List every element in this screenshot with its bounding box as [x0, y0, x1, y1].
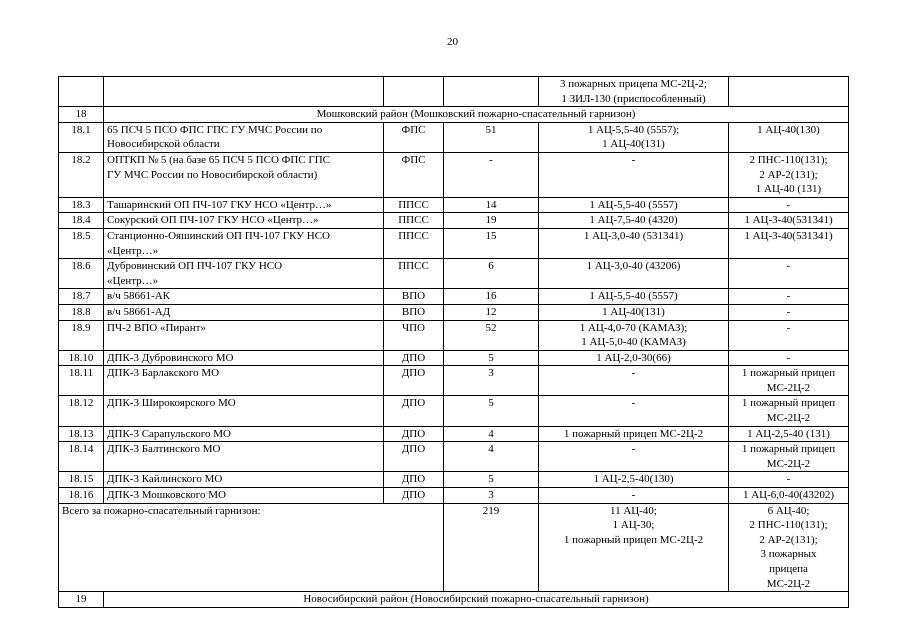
cell-num: 18.11	[59, 366, 104, 396]
table-row	[59, 122, 849, 152]
cell-reserve-equipment: -	[729, 197, 849, 213]
cell-name: 65 ПСЧ 5 ПСО ФПС ГПС ГУ МЧС России по Новосибирской области	[104, 122, 384, 152]
cell-type: ДПО	[384, 488, 444, 504]
table-row	[59, 320, 849, 350]
table-row	[59, 304, 849, 320]
section-title: Мошковский район (Мошковский пожарно-спасательный гарнизон)	[104, 107, 849, 123]
cell-main-equipment: -	[539, 488, 729, 504]
cell-count: 19	[444, 213, 539, 229]
cell-num: 18.9	[59, 320, 104, 350]
cell-reserve-equipment: 1 АЦ-3-40(531341)	[729, 228, 849, 258]
cell-name	[104, 77, 384, 107]
cell-type	[384, 77, 444, 107]
cell-type: ППСС	[384, 197, 444, 213]
cell-type: ППСС	[384, 259, 444, 289]
cell-type: ФПС	[384, 122, 444, 152]
cell-reserve-equipment: 1 АЦ-3-40(531341)	[729, 213, 849, 229]
cell-count: 15	[444, 228, 539, 258]
cell-main-equipment: 1 АЦ-2,5-40(130)	[539, 472, 729, 488]
cell-name: ДПК-3 Широкоярского МО	[104, 396, 384, 426]
section-number: 18	[59, 107, 104, 123]
cell-type: ДПО	[384, 442, 444, 472]
section-header-row	[59, 592, 849, 608]
cell-main-equipment: 1 пожарный прицеп МС-2Ц-2	[539, 426, 729, 442]
cell-main-equipment: -	[539, 366, 729, 396]
table-row	[59, 350, 849, 366]
cell-reserve-equipment: -	[729, 304, 849, 320]
cell-count: 52	[444, 320, 539, 350]
cell-type: ЧПО	[384, 320, 444, 350]
cell-type: ППСС	[384, 213, 444, 229]
table-row	[59, 152, 849, 197]
cell-reserve-equipment: -	[729, 289, 849, 305]
cell-num	[59, 77, 104, 107]
cell-name: Станционно-Ояшинский ОП ПЧ-107 ГКУ НСО «Центр…»	[104, 228, 384, 258]
cell-count: 14	[444, 197, 539, 213]
cell-main-equipment: 1 АЦ-5,5-40 (5557); 1 АЦ-40(131)	[539, 122, 729, 152]
cell-reserve-equipment: -	[729, 472, 849, 488]
table-row	[59, 366, 849, 396]
cell-count: 5	[444, 396, 539, 426]
cell-reserve-equipment: -	[729, 350, 849, 366]
cell-reserve-equipment	[729, 77, 849, 107]
cell-type: ДПО	[384, 396, 444, 426]
table-row	[59, 289, 849, 305]
fire-garrison-table	[58, 76, 849, 608]
cell-main-equipment: 1 АЦ-3,0-40 (531341)	[539, 228, 729, 258]
cell-name: в/ч 58661-АК	[104, 289, 384, 305]
table-row	[59, 442, 849, 472]
cell-count: 6	[444, 259, 539, 289]
cell-main-equipment: 1 АЦ-3,0-40 (43206)	[539, 259, 729, 289]
total-label: Всего за пожарно-спасательный гарнизон:	[59, 503, 444, 592]
cell-type: ДПО	[384, 472, 444, 488]
cell-name: ПЧ-2 ВПО «Пирант»	[104, 320, 384, 350]
cell-main-equipment: 1 АЦ-5,5-40 (5557)	[539, 197, 729, 213]
cell-name: ДПК-3 Кайлинского МО	[104, 472, 384, 488]
cell-type: ВПО	[384, 304, 444, 320]
cell-main-equipment: -	[539, 396, 729, 426]
table-row	[59, 488, 849, 504]
cell-name: Сокурский ОП ПЧ-107 ГКУ НСО «Центр…»	[104, 213, 384, 229]
table-row	[59, 259, 849, 289]
cell-reserve-equipment: 1 пожарный прицеп МС-2Ц-2	[729, 396, 849, 426]
page-number: 20	[447, 36, 458, 48]
cell-type: ДПО	[384, 350, 444, 366]
cell-count: 16	[444, 289, 539, 305]
table-row	[59, 213, 849, 229]
table-row	[59, 426, 849, 442]
cell-count: -	[444, 152, 539, 197]
cell-main-equipment: 1 АЦ-2,0-30(66)	[539, 350, 729, 366]
cell-num: 18.3	[59, 197, 104, 213]
cell-num: 18.15	[59, 472, 104, 488]
cell-reserve-equipment: 1 пожарный прицеп МС-2Ц-2	[729, 442, 849, 472]
cell-name: ДПК-3 Барлакского МО	[104, 366, 384, 396]
cell-count: 3	[444, 366, 539, 396]
total-count: 219	[444, 503, 539, 592]
cell-count: 3	[444, 488, 539, 504]
cell-name: ДПК-3 Балтинского МО	[104, 442, 384, 472]
cell-num: 18.13	[59, 426, 104, 442]
cell-reserve-equipment: -	[729, 320, 849, 350]
cell-reserve-equipment: 1 пожарный прицеп МС-2Ц-2	[729, 366, 849, 396]
cell-count: 51	[444, 122, 539, 152]
cell-main-equipment: 1 АЦ-4,0-70 (КАМАЗ); 1 АЦ-5,0-40 (КАМАЗ)	[539, 320, 729, 350]
cell-main-equipment: -	[539, 152, 729, 197]
cell-name: ДПК-3 Сарапульского МО	[104, 426, 384, 442]
cell-reserve-equipment: 1 АЦ-6,0-40(43202)	[729, 488, 849, 504]
table-row	[59, 396, 849, 426]
cell-name: ОПТКП № 5 (на базе 65 ПСЧ 5 ПСО ФПС ГПС ГУ МЧС России по Новосибирской области)	[104, 152, 384, 197]
cell-count: 5	[444, 350, 539, 366]
cell-name: ДПК-3 Дубровинского МО	[104, 350, 384, 366]
cell-main-equipment: 1 АЦ-7,5-40 (4320)	[539, 213, 729, 229]
cell-name: Ташаринский ОП ПЧ-107 ГКУ НСО «Центр…»	[104, 197, 384, 213]
cell-name: ДПК-3 Мошковского МО	[104, 488, 384, 504]
cell-reserve-equipment: 2 ПНС-110(131); 2 АР-2(131); 1 АЦ-40 (131)	[729, 152, 849, 197]
total-main-equipment: 11 АЦ-40; 1 АЦ-30; 1 пожарный прицеп МС-2Ц-2	[539, 503, 729, 592]
cell-main-equipment: -	[539, 442, 729, 472]
cell-main-equipment: 1 АЦ-5,5-40 (5557)	[539, 289, 729, 305]
section-number: 19	[59, 592, 104, 608]
cell-num: 18.2	[59, 152, 104, 197]
cell-reserve-equipment: 1 АЦ-2,5-40 (131)	[729, 426, 849, 442]
cell-reserve-equipment: 1 АЦ-40(130)	[729, 122, 849, 152]
cell-type: ДПО	[384, 426, 444, 442]
cell-name: Дубровинский ОП ПЧ-107 ГКУ НСО «Центр…»	[104, 259, 384, 289]
cell-type: ДПО	[384, 366, 444, 396]
cell-num: 18.10	[59, 350, 104, 366]
cell-count: 4	[444, 426, 539, 442]
table-row	[59, 472, 849, 488]
section-title: Новосибирский район (Новосибирский пожарно-спасательный гарнизон)	[104, 592, 849, 608]
total-reserve-equipment: 6 АЦ-40; 2 ПНС-110(131); 2 АР-2(131); 3 пожарных прицепа МС-2Ц-2	[729, 503, 849, 592]
cell-type: ППСС	[384, 228, 444, 258]
table-row	[59, 197, 849, 213]
cell-count	[444, 77, 539, 107]
cell-num: 18.6	[59, 259, 104, 289]
cell-num: 18.5	[59, 228, 104, 258]
cell-num: 18.12	[59, 396, 104, 426]
section-header-row	[59, 107, 849, 123]
cell-num: 18.1	[59, 122, 104, 152]
cell-main-equipment: 1 АЦ-40(131)	[539, 304, 729, 320]
continuation-row	[59, 77, 849, 107]
total-row	[59, 503, 849, 592]
cell-type: ВПО	[384, 289, 444, 305]
cell-num: 18.16	[59, 488, 104, 504]
cell-num: 18.14	[59, 442, 104, 472]
cell-type: ФПС	[384, 152, 444, 197]
cell-name: в/ч 58661-АД	[104, 304, 384, 320]
cell-count: 5	[444, 472, 539, 488]
cell-reserve-equipment: -	[729, 259, 849, 289]
cell-num: 18.4	[59, 213, 104, 229]
cell-count: 12	[444, 304, 539, 320]
cell-count: 4	[444, 442, 539, 472]
cell-num: 18.7	[59, 289, 104, 305]
cell-main-equipment: 3 пожарных прицепа МС-2Ц-2; 1 ЗИЛ-130 (приспособленный)	[539, 77, 729, 107]
table-row	[59, 228, 849, 258]
cell-num: 18.8	[59, 304, 104, 320]
